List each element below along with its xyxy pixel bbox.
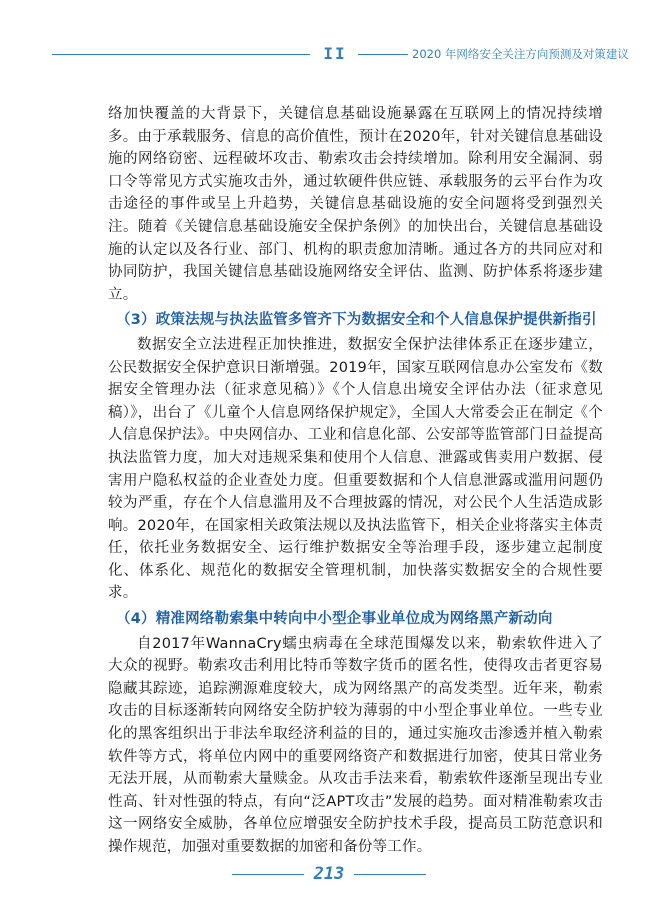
section-heading-3: （3）政策法规与执法监管多管齐下为数据安全和个人信息保护提供新指引 bbox=[116, 312, 597, 329]
header-rule-right bbox=[358, 54, 408, 55]
header-rule-left bbox=[52, 54, 310, 55]
paragraph-ransomware: 自2017年WannaCry蠕虫病毒在全球范围爆发以来，勒索软件进入了大众的视野。勒索攻击利用比特币等数字货币的匿名性，使得攻击者更容易隐藏其踪迹，追踪溯源难度较大，成为网络黑产的高发类型。近年来，勒索攻击的目标逐渐转向网络安全防护较为薄弱的中小型企事业单位。一些专业化的黑客组织出于非法牟取经济利益的目的，通过实施攻击渗透并植入勒索软件等方式，将单位内网中的重要网络资产和数据进行加密，使其日常业务无法开展，从而勒索大量赎金。从攻击手法来看，勒索软件逐渐呈现出专业性高、针对性强的特点，有向“泛APT攻击”发展的趋势。面对精准勒索攻击这一网络安全威胁，各单位应增强安全防护技术手段，提高员工防范意识和操作规范，加强对重要数据的加密和备份等工作。 bbox=[108, 635, 603, 855]
paragraph-critical-infrastructure: 络加快覆盖的大背景下，关键信息基础设施暴露在互联网上的情况持续增多。由于承载服务、信息的高价值性，预计在2020年，针对关键信息基础设施的网络窃密、远程破坏攻击、勒索攻击会持续增加。除利用安全漏洞、弱口令等常见方式实施攻击外，通过软硬件供应链、承载服务的云平台作为攻击途径的事件或呈上升趋势，关键信息基础设施的安全问题将受到强烈关注。随着《关键信息基础设施安全保护条例》的加快出台，关键信息基础设施的认定以及各行业、部门、机构的职责愈加清晰。通过各方的共同应对和协同防护，我国关键信息基础设施网络安全评估、监测、防护体系将逐步建立。 bbox=[108, 106, 603, 303]
header-title: 2020 年网络安全关注方向预测及对策建议 bbox=[412, 47, 629, 61]
page-header bbox=[0, 40, 657, 68]
paragraph-data-security: 数据安全立法进程正加快推进，数据安全保护法律体系正在逐步建立，公民数据安全保护意识日渐增强。2019年，国家互联网信息办公室发布《数据安全管理办法（征求意见稿）》《个人信息出境安全评估办法（征求意见稿）》，出台了《儿童个人信息网络保护规定》，全国人大常委会正在制定《个人信息保护法》。中央网信办、工业和信息化部、公安部等监管部门日益提高执法监管力度，加大对违规采集和使用个人信息、泄露或售卖用户数据、侵害用户隐私权益的企业查处力度。但重要数据和个人信息泄露或滥用问题仍较为严重，存在个人信息滥用及不合理披露的情况，对公民个人生活造成影响。2020年，在国家相关政策法规以及执法监管下，相关企业将落实主体责任，依托业务数据安全、运行维护数据安全等治理手段，逐步建立起制度化、体系化、规范化的数据安全管理机制，加快落实数据安全的合规性要求。 bbox=[108, 336, 603, 602]
page-number: 213 bbox=[313, 864, 345, 884]
page-footer bbox=[0, 862, 657, 886]
section-heading-4: （4）精准网络勒索集中转向中小型企事业单位成为网络黑产新动向 bbox=[116, 611, 553, 628]
footer-rule-left bbox=[232, 874, 304, 875]
footer-rule-right bbox=[354, 874, 426, 875]
body-text bbox=[108, 103, 603, 859]
header-chapter-mark: II bbox=[323, 44, 347, 63]
